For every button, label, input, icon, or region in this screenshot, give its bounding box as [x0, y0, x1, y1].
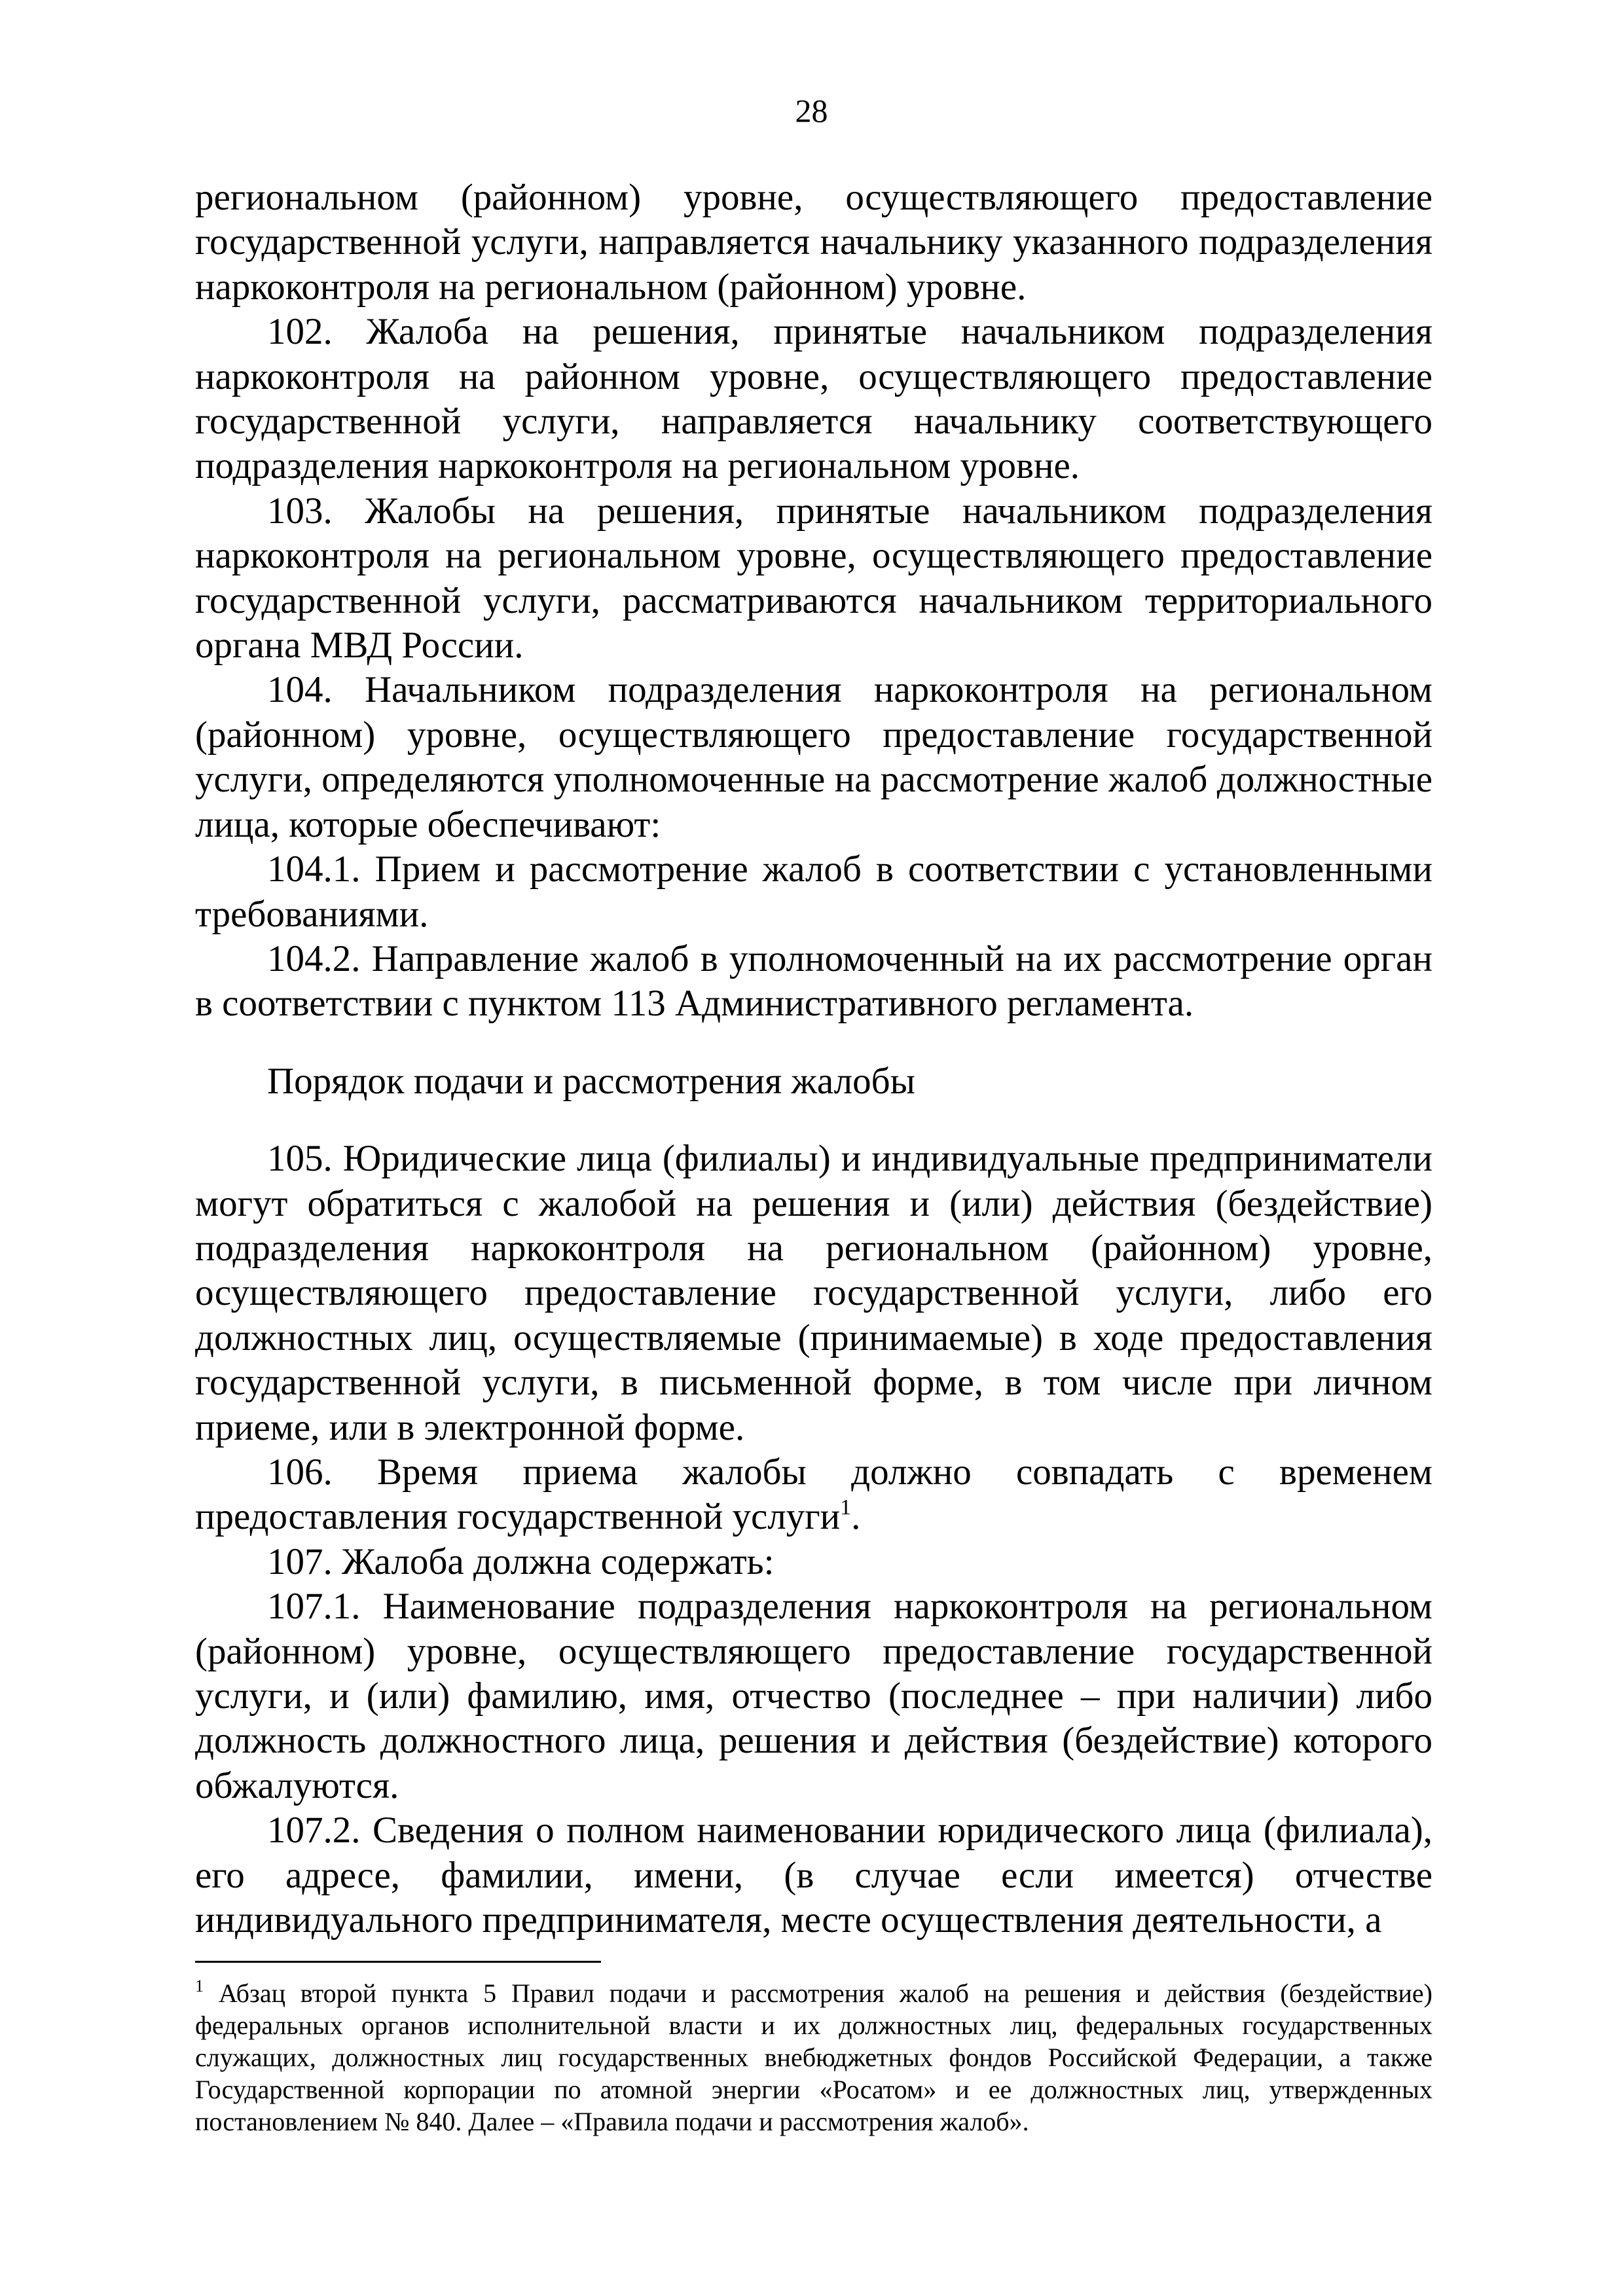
paragraph-107-2: 107.2. Сведения о полном наименовании юридического лица (филиала), его адресе, фамилии, имени, (в случае если имеется) отчестве индивидуального предпринимателя, месте осуществления деятельности, а [195, 1810, 1432, 1941]
paragraph-106-text: 106. Время приема жалобы должно совпадать с временем предоставления государственной услуги [195, 1451, 1432, 1538]
document-body [195, 175, 1432, 1942]
paragraph-105: 105. Юридические лица (филиалы) и индивидуальные предприниматели могут обратиться с жалобой на решения и (или) действия (бездействие) подразделения наркоконтроля на региональном (районном) уровне, осуществляющего предоставление государственной услуги, либо его должностных лиц, осуществляемые (принимаемые) в ходе предоставления государственной услуги, в письменной форме, в том числе при личном приеме, или в электронной форме. [195, 1138, 1432, 1448]
paragraph-107: 107. Жалоба должна содержать: [267, 1540, 775, 1582]
paragraph-104-1: 104.1. Прием и рассмотрение жалоб в соответствии с установленными требованиями. [195, 848, 1432, 935]
paragraph-104: 104. Начальником подразделения наркоконтроля на региональном (районном) уровне, осуществляющего предоставление государственной услуги, определяются уполномоченные на рассмотрение жалоб должностные лица, которые обеспечивают: [195, 669, 1432, 845]
page-number: 28 [795, 92, 828, 129]
footnote-marker: 1 [195, 1977, 204, 1995]
paragraph-103: 103. Жалобы на решения, принятые начальником подразделения наркоконтроля на региональном уровне, осуществляющего предоставление государственной услуги, рассматриваются начальником территориального органа МВД России. [195, 490, 1432, 666]
footnote-1 [195, 1977, 1432, 2138]
footnote-divider [195, 1961, 601, 1963]
paragraph-106 [195, 1450, 1432, 1540]
section-heading: Порядок подачи и рассмотрения жалобы [267, 1060, 915, 1102]
paragraph-107-1: 107.1. Наименование подразделения наркоконтроля на региональном (районном) уровне, осуществляющего предоставление государственной услуги, и (или) фамилию, имя, отчество (последнее – при наличии) либо должность должностного лица, решения и действия (бездействие) которого обжалуются. [195, 1586, 1432, 1806]
footnote-reference: 1 [840, 1495, 852, 1520]
footnotes [195, 1977, 1432, 2138]
footnote-text: Абзац второй пункта 5 Правил подачи и рассмотрения жалоб на решения и действия (бездействие) федеральных органов исполнительной власти и их должностных лиц, федеральных государственных служащих, должностных лиц государственных внебюджетных фондов Российской Федерации, а также Государственной корпорации по атомной энергии «Росатом» и ее должностных лиц, утвержденных постановлением № 840. Далее – «Правила подачи и рассмотрения жалоб». [195, 1978, 1432, 2136]
paragraph-104-2: 104.2. Направление жалоб в уполномоченный на их рассмотрение орган в соответствии с пунктом 113 Административного регламента. [195, 938, 1432, 1025]
paragraph-106-end: . [851, 1496, 861, 1538]
paragraph-102: 102. Жалоба на решения, принятые начальником подразделения наркоконтроля на районном уровне, осуществляющего предоставление государственной услуги, направляется начальнику соответствующего подразделения наркоконтроля на региональном уровне. [195, 311, 1432, 487]
paragraph-continuation: региональном (районном) уровне, осуществляющего предоставление государственной услуги, направляется начальнику указанного подразделения наркоконтроля на региональном (районном) уровне. [195, 177, 1432, 308]
